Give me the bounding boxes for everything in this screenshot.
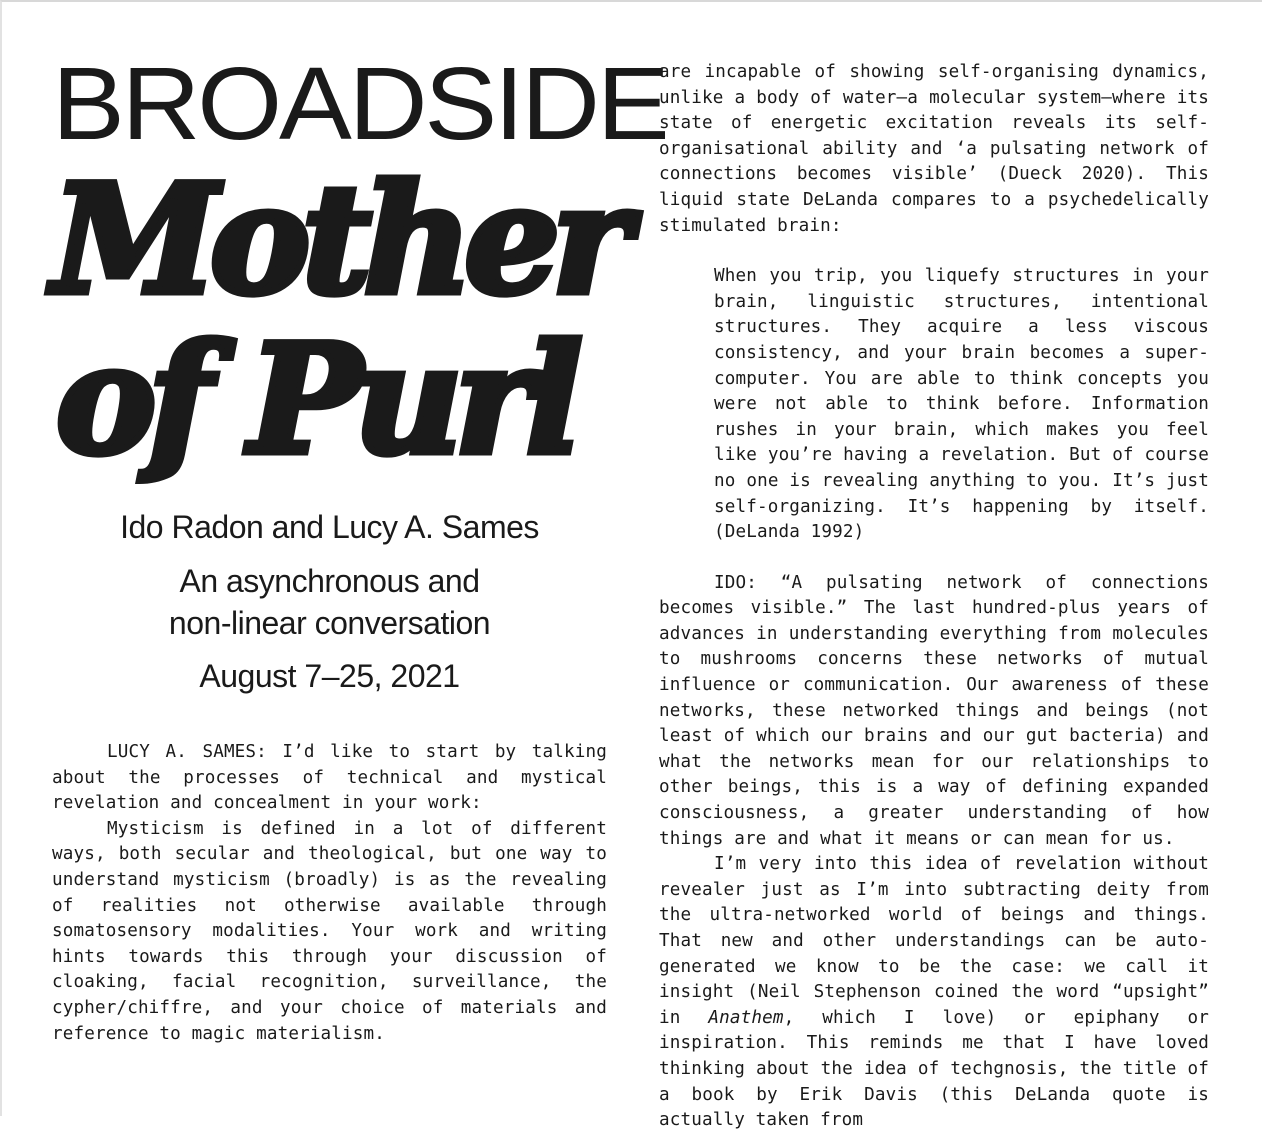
title-line-1: Mother	[52, 152, 623, 328]
subtitle	[52, 560, 607, 644]
subtitle-line-1: An asynchronous and	[179, 563, 480, 599]
paragraph-revelation	[659, 852, 1209, 1134]
paragraph-intro: LUCY A. SAMES: I’d like to start by talking about the processes of technical and mystical revelation and concealment in your work:	[52, 742, 607, 814]
right-column	[659, 60, 1209, 1134]
paragraph-revelation-part-a: I’m very into this idea of revelation without revealer just as I’m into subtracting deity from the ultra-networked world of beings and things. That new and other understandings can be auto-generated we know to be the case: we call it insight (Neil Stephenson coined the word “upsight” in	[659, 854, 1209, 1028]
broadside-label: BROADSIDE	[52, 46, 667, 161]
right-body-text	[659, 60, 1209, 1134]
subtitle-line-2: non-linear conversation	[168, 605, 491, 641]
left-column	[52, 46, 667, 1047]
title-line-2: of Purl	[56, 312, 575, 488]
paragraph-mysticism: Mysticism is defined in a lot of different ways, both secular and theological, but one way to understand mysticism (broadly) is as the revealing of realities not otherwise available through somatosensory modalities. Your work and writing hints towards this through your discussion of cloaking, facial recognition, surveillance, the cypher/chiffre, and your choice of materials and reference to magic materialism.	[52, 818, 607, 1044]
book-title-anathem: Anathem	[708, 1007, 784, 1028]
left-body-text	[52, 740, 607, 1047]
block-quote	[714, 264, 1209, 546]
authors: Ido Radon and Lucy A. Sames	[120, 509, 539, 545]
paragraph-continuation: are incapable of showing self-organising dynamics, unlike a body of water—a molecular system—where its state of energetic excitation reveals its self-organisational ability and ‘a pulsating network of connections becomes visible’ (Dueck 2020). This liquid state DeLanda compares to a psychedelically stimulated brain:	[659, 62, 1209, 236]
quote-text: When you trip, you liquefy structures in your brain, linguistic structures, intentional structures. They acquire a less viscous consistency, and your brain becomes a super-computer. You are able to think concepts you were not able to think before. Information rushes in your brain, which makes you feel like you’re having a revelation. But of course no one is revealing anything to you. It’s just self-organizing. It’s happening by itself. (DeLanda 1992)	[714, 266, 1209, 543]
article-meta	[52, 508, 607, 696]
paragraph-ido: IDO: “A pulsating network of connections becomes visible.” The last hundred-plus years of advances in understanding everything from molecules to mushrooms concerns these networks of mutual influence or communication. Our awareness of these networks, these networked things and beings (not least of which our brains and our gut bacteria) and what the networks mean for our relationships to other beings, this is a way of defining expanded consciousness, a greater understanding of how things are and what it means or can mean for us.	[659, 572, 1209, 849]
paragraph-revelation-part-b: , which I love) or epiphany or inspiration. This reminds me that I have loved thinking about the idea of techgnosis, the title of a book by Erik Davis (this DeLanda quote is actually taken from	[659, 1007, 1209, 1131]
dates: August 7–25, 2021	[199, 658, 460, 694]
